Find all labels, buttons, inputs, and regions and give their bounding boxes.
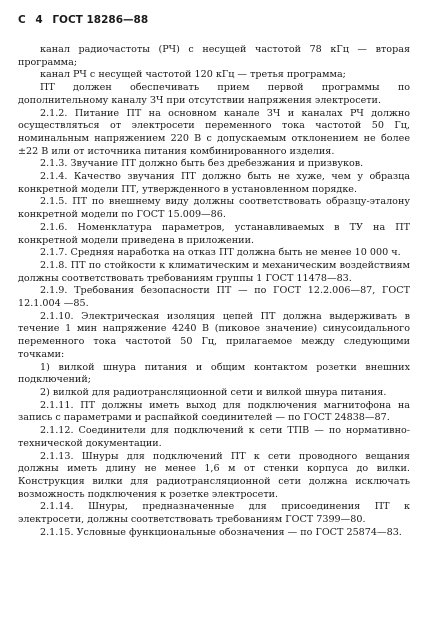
paragraph-2-1-15: 2.1.15. Условные функциональные обозначения — по ГОСТ 25874—83. [40, 526, 402, 538]
paragraph-2-1-4: 2.1.4. Качество звучания ПТ должно быть не хуже, чем у образца конкретной модели ПТ, утвержденного в установленном порядке. [18, 171, 410, 195]
paragraph-2-1-7: 2.1.7. Средняя наработка на отказ ПТ должна быть не менее 10 000 ч. [40, 247, 401, 259]
document-page [18, 14, 410, 539]
page-header [18, 14, 410, 30]
paragraph-list-item-2: 2) вилкой для радиотрансляционной сети и вилкой шнура питания. [40, 386, 387, 398]
paragraph-reception: ПТ должен обеспечивать прием первой программы по дополнительному каналу ЗЧ при отсутствии напряжения электросети. [18, 82, 410, 106]
paragraph-2-1-9: 2.1.9. Требования безопасности ПТ — по ГОСТ 12.2.006—87, ГОСТ 12.1.004 —85. [18, 285, 410, 310]
paragraph-rf-channel-3: канал РЧ с несущей частотой 120 кГц — третья программа; [40, 69, 346, 81]
paragraph-2-1-3: 2.1.3. Звучание ПТ должно быть без дребезжания и призвуков. [40, 158, 364, 170]
paragraph-2-1-5: 2.1.5. ПТ по внешнему виду должны соответствовать образцу-эталону конкретной модели по ГОСТ 15.009—86. [18, 196, 410, 221]
paragraph-2-1-8: 2.1.8. ПТ по стойкости к климатическим и механическим воздействиям должны соответствовать требованиям группы 1 ГОСТ 11478—83. [18, 259, 410, 284]
standard-number: ГОСТ 18286—88 [52, 14, 149, 26]
paragraph-2-1-13: 2.1.13. Шнуры для подключений ПТ к сети проводного вещания должны иметь длину не менее 1,6 м от стенки корпуса до вилки. Конструкция вилки для радиотрансляционной сети должна исключать возможность подключения к розетке электросети. [18, 450, 410, 500]
document-body [18, 44, 410, 539]
paragraph-2-1-10: 2.1.10. Электрическая изоляция цепей ПТ должна выдерживать в течение 1 мин напряжение 4240 В (пиковое значение) синусоидального переменного тока частотой 50 Гц, прилагаемое между следующими точками: [18, 310, 410, 360]
page-letter: С [18, 14, 26, 26]
page-number: 4 [35, 14, 43, 26]
paragraph-2-1-6: 2.1.6. Номенклатура параметров, устанавливаемых в ТУ на ПТ конкретной модели приведена в приложении. [18, 221, 410, 246]
paragraph-rf-channel-2: канал радиочастоты (РЧ) с несущей частотой 78 кГц — вторая программа; [18, 44, 410, 68]
paragraph-2-1-11: 2.1.11. ПТ должны иметь выход для подключения магнитофона на запись с параметрами и распайкой соединителей — по ГОСТ 24838—87. [18, 399, 410, 424]
paragraph-2-1-14: 2.1.14. Шнуры, предназначенные для присоединения ПТ к электросети, должны соответствовать требованиям ГОСТ 7399—80. [18, 501, 410, 526]
paragraph-2-1-2: 2.1.2. Питание ПТ на основном канале ЗЧ и каналах РЧ должно осуществляться от электросети переменного тока частотой 50 Гц, номинальным напряжением 220 В с допускаемым отклонением не более ±22 В или от источника питания комбинированного изделия. [18, 107, 410, 157]
paragraph-list-item-1: 1) вилкой шнура питания и общим контактом розетки внешних подключений; [18, 361, 410, 386]
paragraph-2-1-12: 2.1.12. Соединители для подключений к сети ТПВ — по нормативно-технической документации. [18, 425, 410, 449]
